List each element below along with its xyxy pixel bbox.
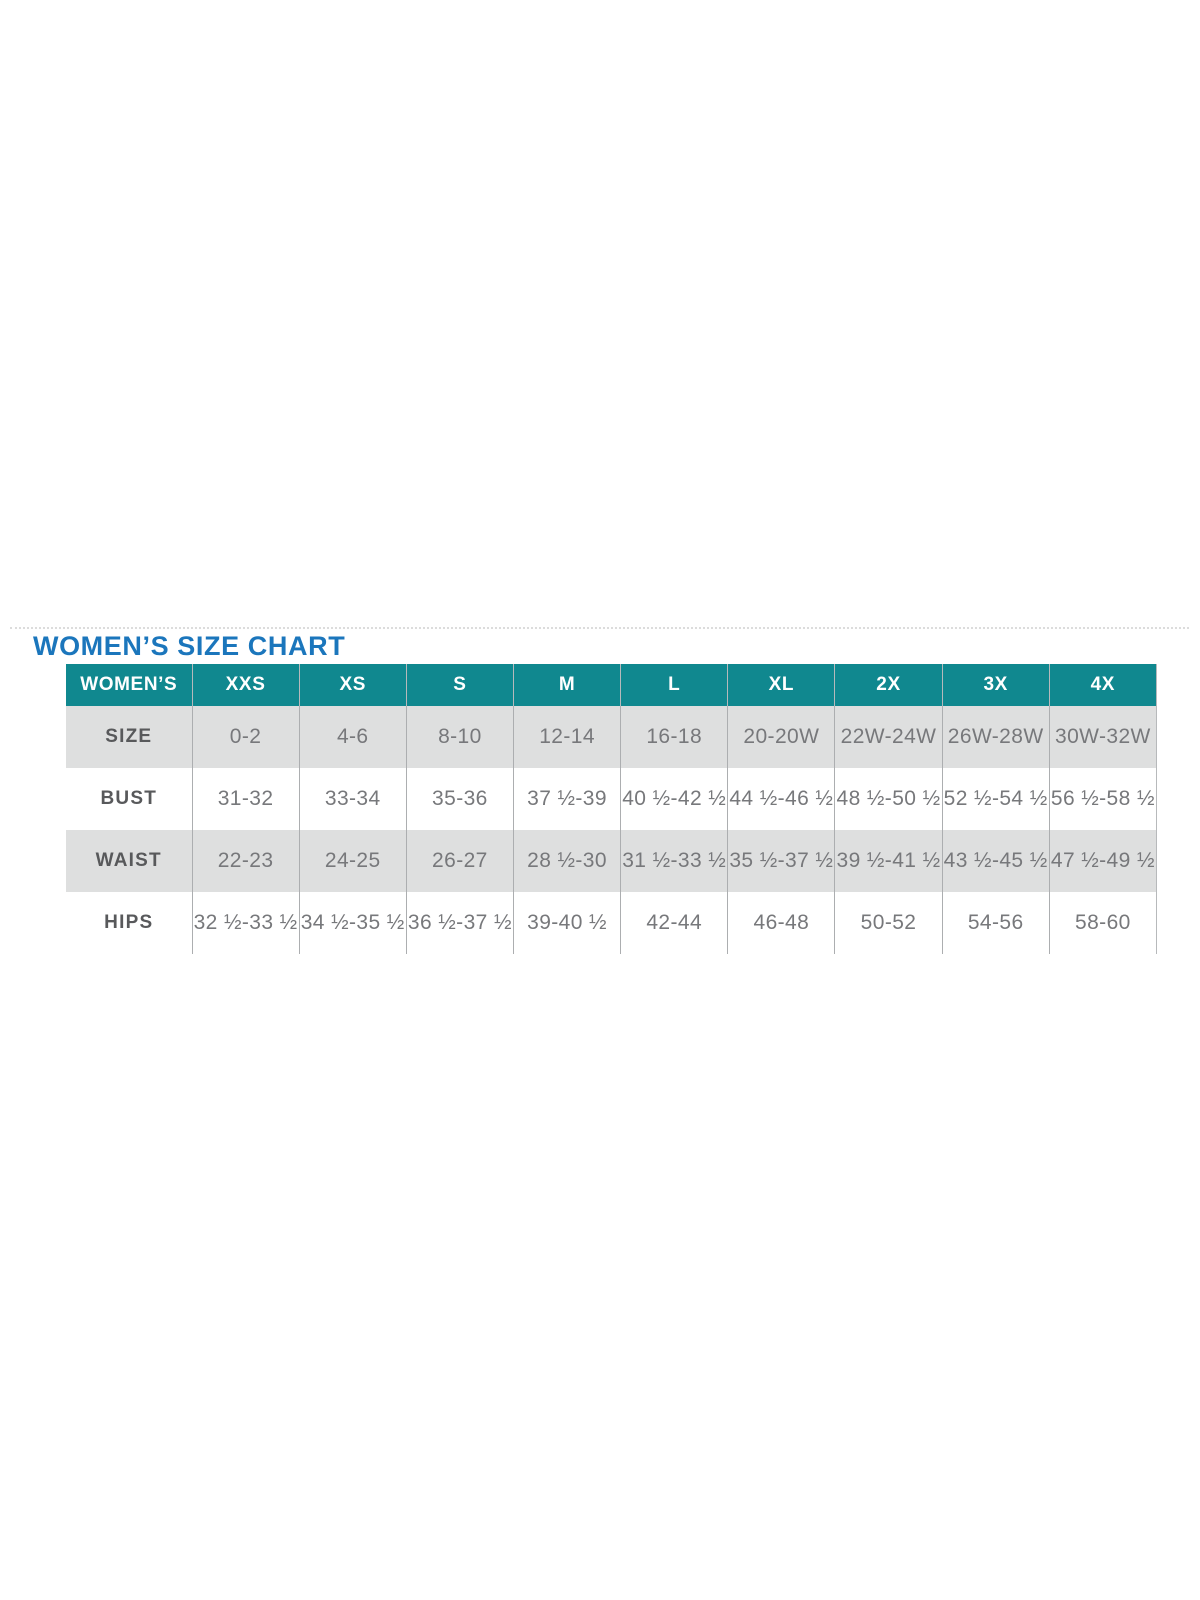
size-value-cell: 36 ½-37 ½ (406, 892, 513, 954)
header-cell-xs: XS (299, 664, 406, 706)
size-value-cell: 31-32 (192, 768, 299, 830)
size-value-cell: 31 ½-33 ½ (621, 830, 728, 892)
size-value-cell: 37 ½-39 (513, 768, 620, 830)
size-value-cell: 40 ½-42 ½ (621, 768, 728, 830)
header-cell-s: S (406, 664, 513, 706)
size-value-cell: 56 ½-58 ½ (1049, 768, 1156, 830)
header-row (66, 664, 1157, 706)
size-value-cell: 28 ½-30 (513, 830, 620, 892)
size-chart-title: WOMEN’S SIZE CHART (33, 631, 346, 661)
size-value-cell: 8-10 (406, 706, 513, 768)
size-value-cell: 34 ½-35 ½ (299, 892, 406, 954)
row-label-waist: WAIST (95, 850, 162, 871)
size-value-cell: 20-20W (728, 706, 835, 768)
header-cell-xl: XL (728, 664, 835, 706)
section-divider (10, 627, 1189, 629)
size-value-cell: 39 ½-41 ½ (835, 830, 942, 892)
size-value-cell: 26W-28W (942, 706, 1049, 768)
size-value-cell: 39-40 ½ (513, 892, 620, 954)
row-label-size: SIZE (105, 726, 153, 747)
header-cell-xxs: XXS (192, 664, 299, 706)
size-value-cell: 24-25 (299, 830, 406, 892)
size-value-cell: 42-44 (621, 892, 728, 954)
size-value-cell: 0-2 (192, 706, 299, 768)
size-value-cell: 58-60 (1049, 892, 1156, 954)
size-value-cell: 35-36 (406, 768, 513, 830)
size-value-cell: 12-14 (513, 706, 620, 768)
header-cell-2x: 2X (835, 664, 942, 706)
size-value-cell: 22W-24W (835, 706, 942, 768)
row-label-hips: HIPS (104, 912, 154, 933)
size-value-cell: 44 ½-46 ½ (728, 768, 835, 830)
size-value-cell: 47 ½-49 ½ (1049, 830, 1156, 892)
size-value-cell: 33-34 (299, 768, 406, 830)
header-cell-3x: 3X (942, 664, 1049, 706)
size-value-cell: 35 ½-37 ½ (728, 830, 835, 892)
table-row-bust (66, 768, 1157, 830)
table-row-hips (66, 892, 1157, 954)
size-value-cell: 16-18 (621, 706, 728, 768)
table-row-size (66, 706, 1157, 768)
size-value-cell: 30W-32W (1049, 706, 1156, 768)
size-value-cell: 50-52 (835, 892, 942, 954)
size-value-cell: 46-48 (728, 892, 835, 954)
row-label-bust: BUST (100, 788, 158, 809)
header-cell-m: M (513, 664, 620, 706)
size-value-cell: 32 ½-33 ½ (192, 892, 299, 954)
size-value-cell: 4-6 (299, 706, 406, 768)
size-value-cell: 48 ½-50 ½ (835, 768, 942, 830)
table-row-waist (66, 830, 1157, 892)
size-value-cell: 54-56 (942, 892, 1049, 954)
size-value-cell: 26-27 (406, 830, 513, 892)
header-cell-4x: 4X (1049, 664, 1156, 706)
header-cell-l: L (621, 664, 728, 706)
womens-size-chart-table (66, 664, 1157, 954)
size-value-cell: 52 ½-54 ½ (942, 768, 1049, 830)
size-value-cell: 22-23 (192, 830, 299, 892)
header-cell-womens: WOMEN’S (66, 664, 192, 706)
size-value-cell: 43 ½-45 ½ (942, 830, 1049, 892)
